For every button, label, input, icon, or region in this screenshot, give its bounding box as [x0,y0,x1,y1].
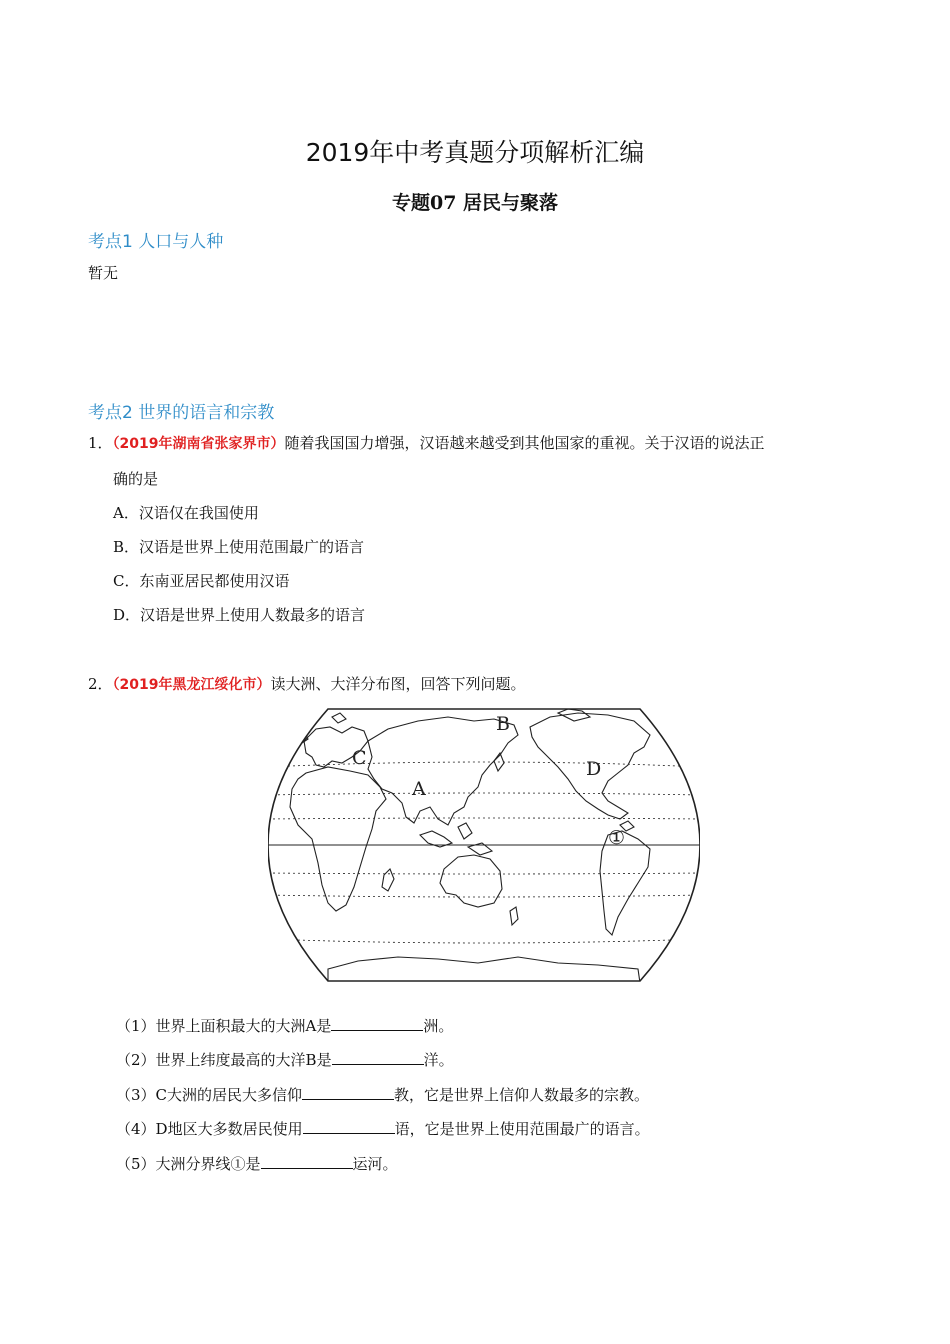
document-subtitle: 专题07 居民与聚落 [391,192,559,214]
answer-blank[interactable] [331,1016,423,1031]
question-1-stem [88,433,765,454]
sub-question-3 [116,1085,649,1105]
sub-question-5 [116,1154,398,1174]
map-label-b: B [496,713,510,735]
sub-question-1 [116,1016,453,1036]
section-heading-population: 考点1 人口与人种 [88,232,224,252]
question-1-option-c: C．东南亚居民都使用汉语 [113,572,290,590]
question-number: 1． [88,434,113,452]
sub-question-text-end: 运河。 [352,1155,398,1173]
map-label-circle-1: ① [608,827,626,849]
answer-blank[interactable] [261,1154,353,1169]
question-stem-text: 随着我国国力增强，汉语越来越受到其他国家的重视。关于汉语的说法正 [284,434,765,452]
question-1-option-d: D．汉语是世界上使用人数最多的语言 [113,606,366,624]
question-number: 2． [88,675,113,693]
question-1-option-b: B．汉语是世界上使用范围最广的语言 [113,538,365,556]
sub-question-text-end: 洲。 [423,1017,454,1035]
sub-question-text-end: 洋。 [423,1051,454,1069]
section-content-none: 暂无 [88,264,119,282]
world-map-svg [268,707,700,983]
sub-question-2 [116,1050,454,1070]
answer-blank[interactable] [332,1050,424,1065]
sub-question-text-end: 语，它是世界上使用范围最广的语言。 [394,1120,650,1138]
question-source: （2019年黑龙江绥化市） [112,677,271,693]
sub-question-text: （4）D地区大多数居民使用 [116,1120,303,1138]
sub-question-text: （3）C大洲的居民大多信仰 [116,1086,303,1104]
sub-question-text: （1）世界上面积最大的大洲A是 [116,1017,332,1035]
section-heading-language-religion: 考点2 世界的语言和宗教 [88,403,275,423]
answer-blank[interactable] [302,1085,394,1100]
map-label-d: D [586,758,602,780]
question-1-stem-continued: 确的是 [113,470,159,488]
world-map-figure [268,707,700,983]
question-source: （2019年湖南省张家界市） [112,436,285,452]
sub-question-4 [116,1119,650,1139]
map-label-c: C [352,747,367,769]
sub-question-text-end: 教，它是世界上信仰人数最多的宗教。 [394,1086,650,1104]
question-stem-text: 读大洲、大洋分布图，回答下列问题。 [270,675,526,693]
answer-blank[interactable] [303,1119,395,1134]
sub-question-text: （5）大洲分界线①是 [116,1155,261,1173]
map-label-a: A [412,778,426,800]
question-2-stem [88,674,526,695]
sub-question-text: （2）世界上纬度最高的大洋B是 [116,1051,332,1069]
question-1-option-a: A．汉语仅在我国使用 [113,504,259,522]
document-title: 2019年中考真题分项解析汇编 [305,138,645,167]
